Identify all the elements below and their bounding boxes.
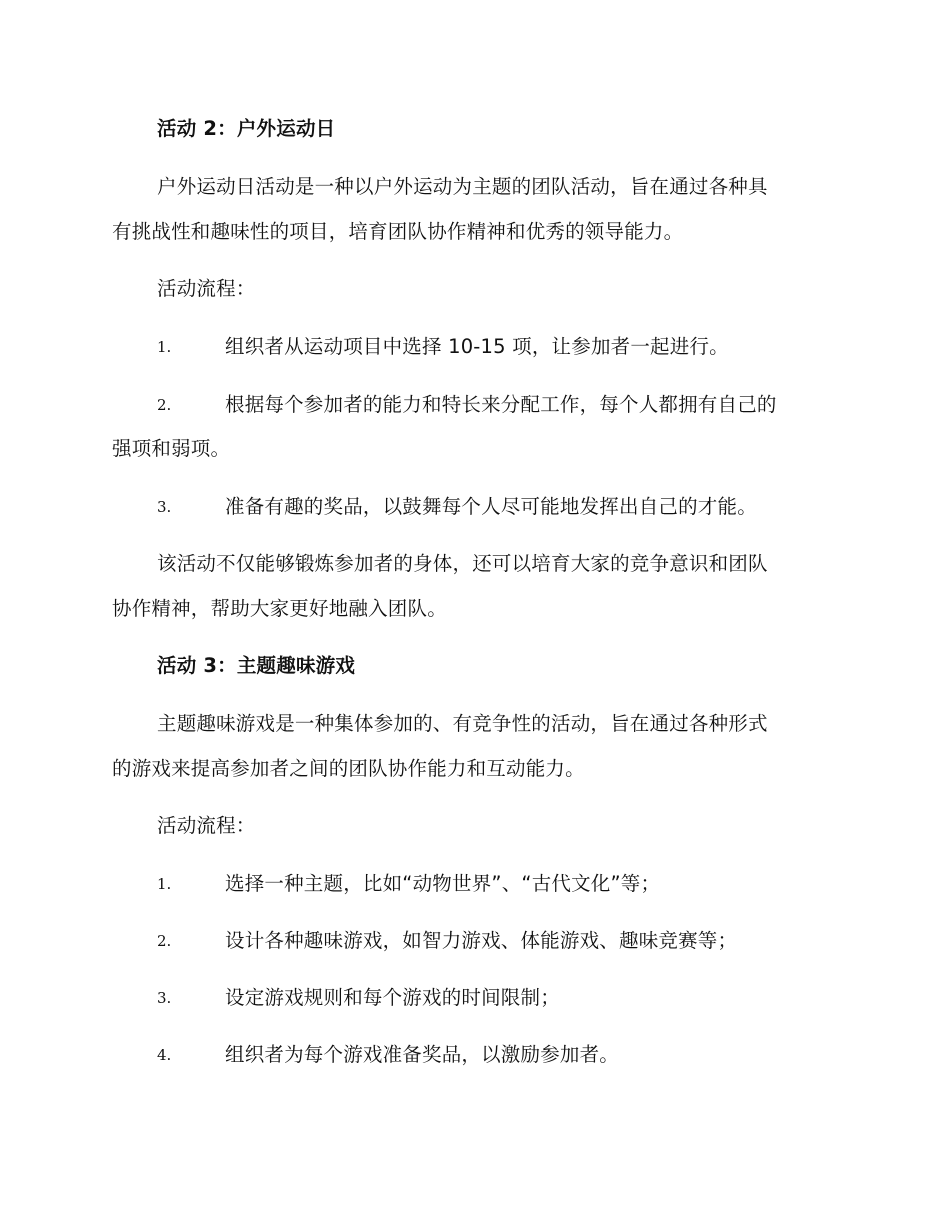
step-text: 根据每个参加者的能力和特长来分配工作，每个人都拥有自己的 xyxy=(225,393,777,416)
activity2-process-label: 活动流程： xyxy=(157,277,256,300)
activity3-intro-line1: 主题趣味游戏是一种集体参加的、有竞争性的活动，旨在通过各种形式 xyxy=(157,712,768,735)
step-number: 4. xyxy=(157,1046,172,1064)
activity3-process-label: 活动流程： xyxy=(157,814,256,837)
step-number: 1. xyxy=(157,338,172,356)
step-text: 设计各种趣味游戏，如智力游戏、体能游戏、趣味竞赛等； xyxy=(225,929,738,952)
activity3-heading: 活动 3：主题趣味游戏 xyxy=(157,654,356,677)
step-text: 组织者从运动项目中选择 10-15 项，让参加者一起进行。 xyxy=(225,335,729,358)
step-number: 3. xyxy=(157,498,172,516)
step-number: 2. xyxy=(157,932,172,950)
step-number: 3. xyxy=(157,989,172,1007)
activity2-heading: 活动 2：户外运动日 xyxy=(157,117,336,140)
step-text: 准备有趣的奖品，以鼓舞每个人尽可能地发挥出自己的才能。 xyxy=(225,495,757,518)
step-number: 1. xyxy=(157,875,172,893)
step-text: 设定游戏规则和每个游戏的时间限制； xyxy=(225,986,560,1009)
step-number: 2. xyxy=(157,396,172,414)
step-text: 选择一种主题，比如“动物世界”、“古代文化”等； xyxy=(225,872,661,895)
activity2-intro-line2: 有挑战性和趣味性的项目，培育团队协作精神和优秀的领导能力。 xyxy=(112,220,684,243)
step-text-continued: 强项和弱项。 xyxy=(112,437,231,460)
activity2-summary-line1: 该活动不仅能够锻炼参加者的身体，还可以培育大家的竞争意识和团队 xyxy=(157,552,768,575)
activity2-intro-line1: 户外运动日活动是一种以户外运动为主题的团队活动，旨在通过各种具 xyxy=(157,175,768,198)
step-text: 组织者为每个游戏准备奖品，以激励参加者。 xyxy=(225,1043,620,1066)
activity2-summary-line2: 协作精神，帮助大家更好地融入团队。 xyxy=(112,597,447,620)
activity3-intro-line2: 的游戏来提高参加者之间的团队协作能力和互动能力。 xyxy=(112,757,585,780)
